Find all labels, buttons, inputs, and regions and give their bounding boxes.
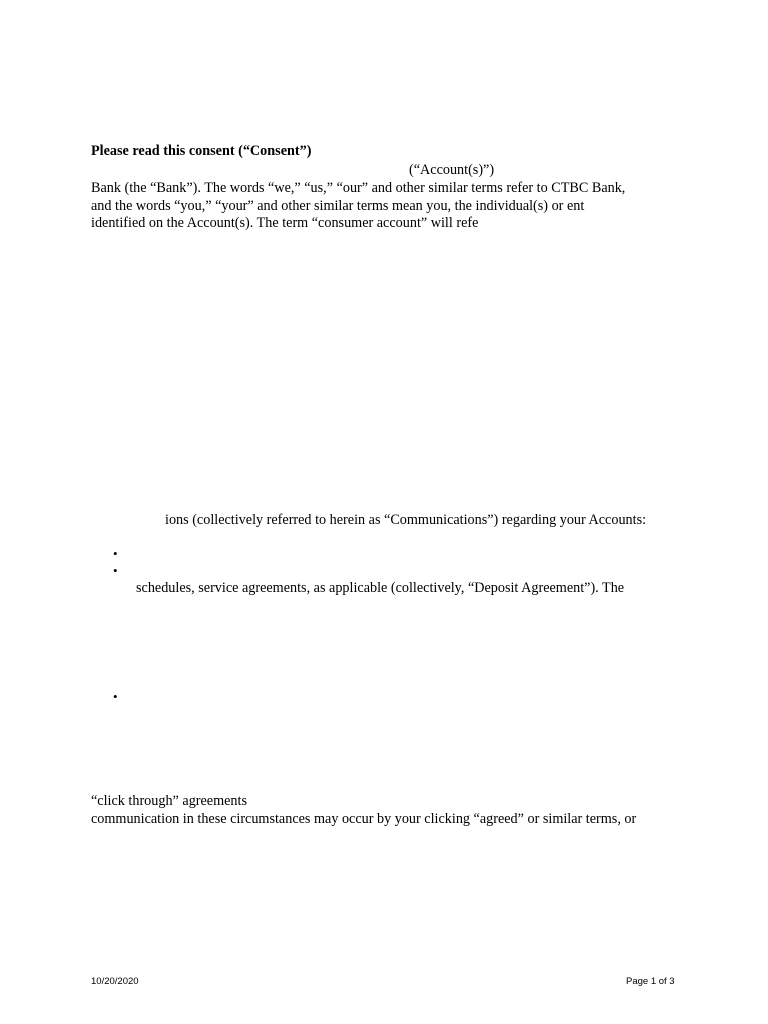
- footer-date: 10/20/2020: [91, 976, 139, 987]
- communications-line: ions (collectively referred to herein as “Communications”) regarding your Accounts:: [165, 512, 647, 528]
- consent-heading: Please read this consent (“Consent”): [91, 143, 312, 159]
- intro-line-3: identified on the Account(s). The term “consumer account” will refe: [91, 215, 479, 231]
- schedules-line: schedules, service agreements, as applicable (collectively, “Deposit Agreement”). The: [136, 580, 625, 596]
- bullet-3: •: [113, 689, 118, 704]
- bullet-1: •: [113, 546, 118, 561]
- click-through-line: “click through” agreements: [91, 793, 247, 809]
- account-reference: (“Account(s)”): [409, 162, 495, 178]
- intro-line-2: and the words “you,” “your” and other similar terms mean you, the individual(s) or ent: [91, 198, 585, 214]
- bullet-2: •: [113, 563, 118, 578]
- intro-line-1: Bank (the “Bank”). The words “we,” “us,” “our” and other similar terms refer to CTBC Bank,: [91, 180, 626, 196]
- footer-page-number: Page 1 of 3: [626, 976, 675, 987]
- communication-line: communication in these circumstances may occur by your clicking “agreed” or similar terms, or: [91, 811, 637, 827]
